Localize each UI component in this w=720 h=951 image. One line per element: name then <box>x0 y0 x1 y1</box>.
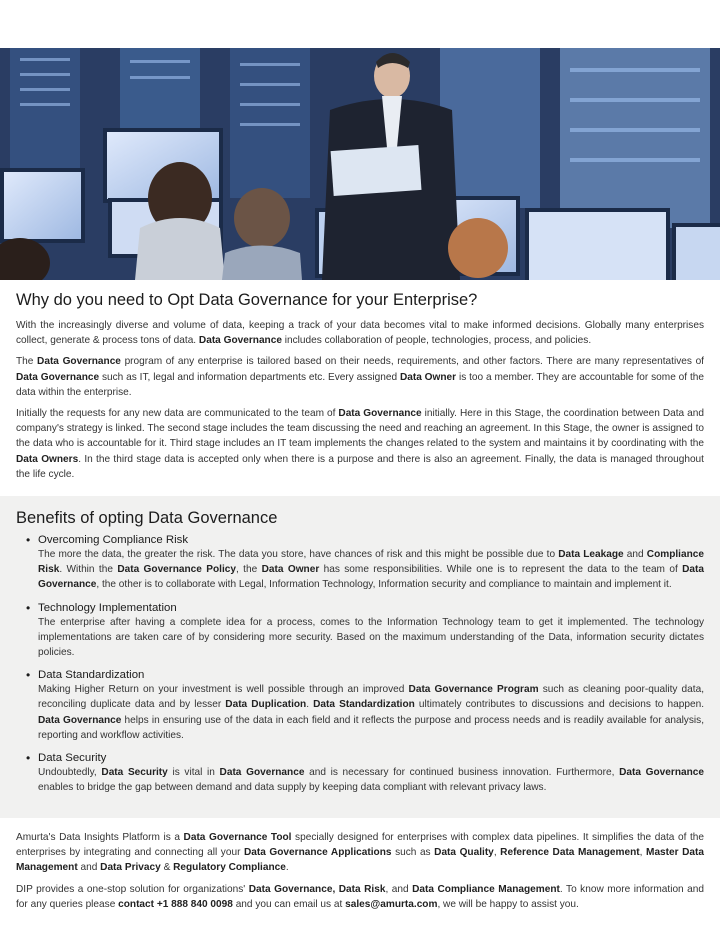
bold-term: sales@amurta.com <box>345 898 438 910</box>
text-run: , we will be happy to assist you. <box>437 898 579 910</box>
bold-term: Data Governance <box>38 564 704 591</box>
text-run: such as <box>391 847 435 859</box>
text-run: Undoubtedly, <box>38 767 102 779</box>
text-run: . <box>306 699 314 711</box>
text-run: With the increasingly diverse and volume of data, keeping a track of your data becomes vital to make informed decisions. Globally many enterprises collect, generate & process tons of data. <box>16 320 704 347</box>
bold-term: Data Governance Program <box>408 684 539 696</box>
text-run: , the <box>236 564 262 576</box>
text-run: initially. Here in this Stage, the coordination between Data and company's strategy is linked. The second stage includes the team discussing the need and reaching an agreement. In this Stage, the owner is assigned to the data who is accountable for it. Third stage includes an IT team implements the changes related to the system and maintains it by coordinating with the <box>16 408 704 450</box>
text-run: is too a member. They are accountable for some of the data within the enterprise. <box>16 371 705 398</box>
bold-term: Data Privacy <box>100 862 161 874</box>
benefit-title: • Data Standardization <box>26 668 704 682</box>
benefit-title: • Overcoming Compliance Risk <box>26 533 704 547</box>
text-run: The enterprise after having a complete idea for a process, comes to the Information Technology team to get it implemented. The technology implementations are taken care of by considering more security. Based on the maximum understanding of the Data, information security dictates policies. <box>38 616 704 659</box>
text-run: specially designed for enterprises with complex data pipelines. It simplifies the data of the enterprises by integrating and connecting all your <box>16 832 704 859</box>
text-run: The <box>16 356 38 368</box>
bold-term: Regulatory Compliance <box>173 862 286 874</box>
text-run: & <box>160 862 174 874</box>
text-run: . Within the <box>59 564 118 576</box>
benefit-item <box>26 751 704 795</box>
bold-term: Data Owner <box>399 371 457 383</box>
benefits-heading: Benefits of opting Data Governance <box>16 509 278 527</box>
bold-term: Data Governance, Data Risk <box>248 883 386 895</box>
text-run: is vital in <box>167 767 220 779</box>
text-run: , and <box>385 883 413 895</box>
bold-term: Data Leakage <box>558 549 624 560</box>
benefit-description <box>26 547 704 593</box>
text-run: enables to bridge the gap between demand and data supply by keeping data compliant with relevant privacy laws. <box>38 782 547 794</box>
benefit-item <box>26 533 704 593</box>
bold-term: Data Duplication <box>225 699 307 711</box>
bold-term: Data Standardization <box>313 699 415 711</box>
bold-term: Reference Data Management <box>500 847 640 859</box>
bold-term: Data Governance Tool <box>183 832 292 843</box>
benefits-list <box>16 533 704 795</box>
bold-term: Data Security <box>101 767 168 779</box>
bold-term: Data Governance <box>38 714 122 726</box>
text-run: DIP provides a one-stop solution for organizations' <box>16 883 249 895</box>
hero-image <box>0 48 720 280</box>
benefit-description <box>26 682 704 743</box>
bold-term: Data Governance Policy <box>117 564 237 576</box>
bold-term: Data Owners <box>16 453 79 465</box>
benefit-item <box>26 601 704 661</box>
text-run: The more the data, the greater the risk. The data you store, have chances of risk and this might be possible due to <box>38 549 559 560</box>
paragraph <box>16 318 704 348</box>
bold-term: Data Governance <box>619 767 704 779</box>
paragraph <box>16 882 704 912</box>
benefit-item <box>26 668 704 743</box>
bold-term: Compliance Risk <box>38 549 704 576</box>
data-center-illustration <box>0 48 720 280</box>
text-run: , <box>493 847 501 859</box>
platform-body <box>16 830 704 912</box>
benefits-section <box>0 496 720 818</box>
bold-term: Data Governance <box>338 408 422 420</box>
text-run: and you can email us at <box>232 898 346 910</box>
text-run: and <box>623 549 647 560</box>
bold-term: Data Governance <box>198 335 282 347</box>
bold-term: Data Governance <box>37 356 121 368</box>
why-governance-section <box>0 280 720 495</box>
paragraph <box>16 406 704 482</box>
paragraph <box>16 354 704 400</box>
text-run: such as IT, legal and information departments etc. Every assigned <box>99 371 400 383</box>
benefit-description <box>26 615 704 661</box>
text-run: helps in ensuring use of the data in each field and it reflects the purpose and process needs and is readily available for analysis, reporting and workflow activities. <box>38 714 704 741</box>
text-run: Amurta's Data Insights Platform is a <box>16 832 184 843</box>
why-governance-heading: Why do you need to Opt Data Governance for your Enterprise? <box>16 291 478 309</box>
why-governance-body <box>16 318 704 482</box>
text-run: . In the third stage data is accepted only when there is a purpose and there is also an agreement. Finally, the data is managed throughout the life cycle. <box>16 453 704 480</box>
benefit-title: • Technology Implementation <box>26 601 704 615</box>
platform-section <box>0 818 720 951</box>
text-run: , <box>639 847 647 859</box>
text-run: program of any enterprise is tailored based on their needs, requirements, and other factors. There are many representatives of <box>120 356 704 368</box>
bold-term: Data Owner <box>261 564 320 576</box>
bold-term: Data Compliance Management <box>412 883 560 895</box>
paragraph <box>16 830 704 876</box>
text-run: has some responsibilities. While one is to represent the data to the team of <box>319 564 683 576</box>
text-run: . <box>285 862 289 874</box>
bold-term: Data Governance <box>219 767 305 779</box>
text-run: . To know more information and for any queries please <box>16 883 705 910</box>
text-run: includes collaboration of people, technologies, process, and policies. <box>281 335 592 347</box>
text-run: and <box>77 862 101 874</box>
bold-term: Data Governance <box>16 371 100 383</box>
text-run: ultimately contributes to discussions and decisions to happen. <box>414 699 705 711</box>
bold-term: Data Governance Applications <box>243 847 392 859</box>
bold-term: Master Data Management <box>16 847 704 874</box>
bold-term: Data Quality <box>434 847 494 859</box>
bold-term: contact +1 888 840 0098 <box>118 898 233 910</box>
text-run: such as cleaning poor-quality data, reconciling duplicate data and by lesser <box>38 684 705 711</box>
text-run: and is necessary for continued business innovation. Furthermore, <box>304 767 620 779</box>
benefit-title: • Data Security <box>26 751 704 765</box>
text-run: Making Higher Return on your investment is well possible through an improved <box>38 684 409 696</box>
text-run: Initially the requests for any new data are communicated to the team of <box>16 408 339 420</box>
text-run: , the other is to collaborate with Legal, Information Technology, Information security and compliance to maintain and implement it. <box>96 579 672 591</box>
benefit-description <box>26 765 704 795</box>
